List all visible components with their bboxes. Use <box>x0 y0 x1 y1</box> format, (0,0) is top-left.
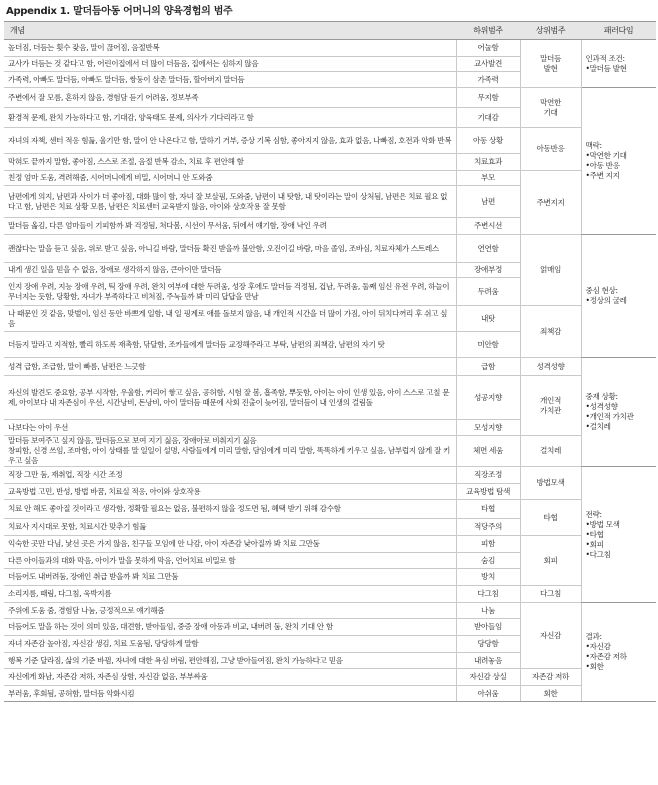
category-cell: 방법모색 <box>520 467 581 500</box>
concept-cell: 더듬어도 말을 하는 것이 의미 있음, 대견함, 받아들임, 중증 장애 아동과 비교, 내버려 둠, 완치 기대 안 함 <box>4 619 456 636</box>
table-row <box>4 358 656 376</box>
category-cell: 걸치레 <box>520 436 581 467</box>
subcategory-cell: 당당함 <box>456 636 520 653</box>
concept-cell: 인지 장애 우려, 지능 장애 우려, 틱 장애 우려, 완치 여부에 대한 두려움, 성장 후에도 말더듬 걱정됨, 겁남, 두려움, 둘째 임신 유전 우려, 하늘이 무너지는 듯함, 당황함, 자녀가 부족하다고 비쳐짐, 주눅들까 봐 미리 답답을 만남 <box>4 278 456 306</box>
subcategory-cell: 기대감 <box>456 108 520 128</box>
subcategory-cell: 모성지향 <box>456 420 520 436</box>
category-cell: 얽매임 <box>520 235 581 306</box>
concept-cell: 자녀의 자책, 센터 적응 힘듦, 울기만 함, 말이 안 나온다고 함, 말하기 거부, 증상 기복 심함, 좋아지지 않음, 효과 없음, 나빠짐, 호전과 악화 반복 <box>4 128 456 154</box>
concept-cell: 교사가 더듬는 것 같다고 함, 어린이집에서 더 많이 더듬음, 집에서는 심하지 않음 <box>4 57 456 72</box>
table-row <box>4 536 656 553</box>
concept-cell: 환경적 문제, 완치 가능하다고 함, 기대감, 양육태도 문제, 의사가 기다리라고 함 <box>4 108 456 128</box>
table-row <box>4 586 656 603</box>
paradigm-cell: 맥락: •막연한 기대 •아동 반응 •주변 지지 <box>581 88 656 235</box>
table-header-row <box>4 22 656 40</box>
table-row <box>4 40 656 57</box>
category-cell: 성격성향 <box>520 358 581 376</box>
concept-cell: 직장 그만 둠, 재취업, 직장 시간 조정 <box>4 467 456 484</box>
concept-cell: 행복 기준 달라짐, 삶의 기준 바뀜, 자녀에 대한 욕심 버림, 편안해짐, 그냥 받아들여짐, 완치 가능하다고 믿음 <box>4 653 456 669</box>
concept-cell: 남편에게 의지, 남편과 사이가 더 좋아짐, 대화 많이 함, 자녀 잘 보살핌, 도와줌, 남편이 내 탓함, 내 탓이라는 말이 상처됨, 남편은 치료 필요 없다고 함, 남편은 치료 상황 모름, 남편은 치료센터 교육받지 않음, 아이와 상호작용 잘 못함 <box>4 186 456 218</box>
table-row <box>4 306 656 332</box>
paradigm-cell: 중심 현상: •정상의 굴레 <box>581 235 656 358</box>
subcategory-cell: 두려움 <box>456 278 520 306</box>
concept-cell: 나 때문인 것 같음, 맞벌이, 임신 동안 바쁘게 일함, 내 일 핑계로 애를 돌보지 않음, 내 개인적 시간을 더 많이 가짐, 아이 뒤치다꺼리 후 쉬고 싶음 <box>4 306 456 332</box>
subcategory-cell: 어눌함 <box>456 40 520 57</box>
concept-cell: 말더듬 보여주고 싶지 않음, 말더듬으로 보여 지기 싫음, 장애아로 비춰지기 싫음 창피함, 신경 쓰임, 조마함, 아이 상태를 말 일일이 설명, 사람들에게 미리 말함, 담임에게 미리 말함, 똑똑하게 키우고 싶음, 남부럽지 않게 잘 키우고 싶음 <box>4 436 456 467</box>
category-cell: 회한 <box>520 686 581 702</box>
subcategory-cell: 타협 <box>456 500 520 519</box>
subcategory-cell: 내탓 <box>456 306 520 332</box>
subcategory-cell: 아쉬움 <box>456 686 520 702</box>
header-paradigm: 패러다임 <box>581 22 656 40</box>
concept-cell: 가족력, 아빠도 말더듬, 아빠도 말더듬, 쌍둥이 삼촌 말더듬, 할아버지 말더듬 <box>4 72 456 88</box>
concept-cell: 교육방법 고민, 반성, 방법 바꿈, 치료실 적응, 아이와 상호작용 <box>4 484 456 500</box>
subcategory-cell: 치료효과 <box>456 154 520 171</box>
concept-cell: 나보다는 아이 우선 <box>4 420 456 436</box>
subcategory-cell: 받아들임 <box>456 619 520 636</box>
header-category: 상위범주 <box>520 22 581 40</box>
table-row <box>4 669 656 686</box>
concept-cell: 자신에게 화남, 자존감 저하, 자존심 상함, 자신감 없음, 부부싸움 <box>4 669 456 686</box>
subcategory-cell: 직장조정 <box>456 467 520 484</box>
paradigm-cell: 결과: •자신감 •자존감 저하 •회한 <box>581 603 656 702</box>
concept-cell: 주위에 도움 줌, 경험담 나눔, 긍정적으로 얘기해줌 <box>4 603 456 619</box>
concept-cell: 소리지름, 때림, 다그침, 욱박지름 <box>4 586 456 603</box>
table-body <box>4 40 656 702</box>
appendix-title: Appendix 1. 말더듬아동 어머니의 양육경험의 범주 <box>6 6 233 17</box>
category-cell: 아동반응 <box>520 128 581 171</box>
subcategory-cell: 교육방법 탐색 <box>456 484 520 500</box>
subcategory-cell: 적당주의 <box>456 519 520 536</box>
table-row <box>4 88 656 108</box>
category-cell: 막연한 기대 <box>520 88 581 128</box>
subcategory-cell: 방치 <box>456 569 520 586</box>
subcategory-cell: 아동 상황 <box>456 128 520 154</box>
table-row <box>4 500 656 519</box>
table-row <box>4 128 656 154</box>
category-cell: 개인적 가치관 <box>520 376 581 436</box>
category-cell: 자존감 저하 <box>520 669 581 686</box>
subcategory-cell: 부모 <box>456 171 520 186</box>
subcategory-cell: 급함 <box>456 358 520 376</box>
concept-cell: 주변에서 잘 모름, 혼하지 않음, 경험담 듣기 어려움, 정보부족 <box>4 88 456 108</box>
subcategory-cell: 미안함 <box>456 332 520 358</box>
subcategory-cell: 나눔 <box>456 603 520 619</box>
concept-cell: 괜찮다는 말을 듣고 싶음, 위로 받고 싶음, 아니길 바람, 말더듬 확진 받을까 불안함, 오진이길 바람, 마음 졸임, 조바심, 치료자체가 스트레스 <box>4 235 456 263</box>
subcategory-cell: 자신감 상실 <box>456 669 520 686</box>
table-row <box>4 467 656 484</box>
concept-cell: 익숙한 곳만 다님, 낯선 곳은 가지 않음, 친구들 모임에 안 나감, 아이 자존감 낮아질까 봐 치료 그만둠 <box>4 536 456 553</box>
concept-cell: 자신의 발견도 중요함, 공부 시작함, 우울함, 커리어 쌓고 싶음, 공허함, 시험 잘 봄, 흡족함, 뿌듯함, 아이는 아이 인생 있음, 아이 스스로 고칠 문제, 아이보다 내 자존심이 우선, 시간낭비, 돈낭비, 아이 말더듬 때문에 사회 진출이 늦어짐, 말더듬이 내 인생의 걸림돌 <box>4 376 456 420</box>
paradigm-cell: 중재 상황: •성격성향 •개인적 가치관 •걸치레 <box>581 358 656 467</box>
concept-cell: 더듬어도 내버려둠, 장애인 취급 받을까 봐 치료 그만둠 <box>4 569 456 586</box>
subcategory-cell: 가족력 <box>456 72 520 88</box>
concept-cell: 높더짐, 더듬는 횟수 잦음, 말이 끊어짐, 음절반복 <box>4 40 456 57</box>
subcategory-cell: 무지함 <box>456 88 520 108</box>
concept-cell: 막혀도 끝까지 말함, 좋아짐, 스스로 조절, 음절 반복 감소, 치료 후 편안해 함 <box>4 154 456 171</box>
table-row <box>4 171 656 186</box>
paradigm-cell: 인과적 조건: •말더듬 발현 <box>581 40 656 88</box>
concept-cell: 내게 생긴 일을 믿을 수 없음, 장애로 생각하지 않음, 큰아이만 말더듬 <box>4 263 456 278</box>
concept-cell: 치료 안 해도 좋아질 것이라고 생각함, 정확할 필요는 없음, 불편하지 않을 정도면 됨, 혜택 받기 위해 감수함 <box>4 500 456 519</box>
table-row <box>4 603 656 619</box>
concept-cell: 부러움, 후회됨, 공허함, 말더듬 악화시킴 <box>4 686 456 702</box>
subcategory-cell: 피함 <box>456 536 520 553</box>
concept-cell: 성격 급함, 조급함, 말이 빠름, 남편은 느긋함 <box>4 358 456 376</box>
concept-cell: 다른 아이들과의 대화 막음, 아이가 말을 못하게 막음, 언어치료 비밀로 함 <box>4 553 456 569</box>
category-cell: 자신감 <box>520 603 581 669</box>
category-cell: 회피 <box>520 536 581 586</box>
header-subcategory: 하위범주 <box>456 22 520 40</box>
table-row <box>4 376 656 420</box>
subcategory-cell: 교사발견 <box>456 57 520 72</box>
subcategory-cell: 다그침 <box>456 586 520 603</box>
category-table <box>4 21 656 702</box>
subcategory-cell: 숨김 <box>456 553 520 569</box>
subcategory-cell: 장애부정 <box>456 263 520 278</box>
table-row <box>4 235 656 263</box>
concept-cell: 친정 엄마 도움, 격려해줌, 시어머니에게 비밀, 시어머니 안 도와줌 <box>4 171 456 186</box>
category-cell: 주변지지 <box>520 171 581 235</box>
subcategory-cell: 남편 <box>456 186 520 218</box>
subcategory-cell: 주변시선 <box>456 218 520 235</box>
subcategory-cell: 내려놓음 <box>456 653 520 669</box>
table-row <box>4 436 656 467</box>
category-cell: 죄책감 <box>520 306 581 358</box>
subcategory-cell: 연연함 <box>456 235 520 263</box>
category-cell: 다그침 <box>520 586 581 603</box>
subcategory-cell: 체면 세움 <box>456 436 520 467</box>
category-cell: 타협 <box>520 500 581 536</box>
table-row <box>4 686 656 702</box>
concept-cell: 치료사 지시대로 못함, 치료시간 맞추기 힘듦 <box>4 519 456 536</box>
category-cell: 말더듬 발현 <box>520 40 581 88</box>
concept-cell: 말더듬 옮김, 다른 엄마들이 기피함까 봐 걱정됨, 쳐다봄, 시선이 무서움, 뒤에서 얘기함, 장애 낙인 우려 <box>4 218 456 235</box>
concept-cell: 더듬지 말라고 지적함, 빨리 하도록 재촉함, 닦달함, 조카들에게 말더듬 교정해주라고 부탁, 남편의 죄책감, 남편의 자기 탓 <box>4 332 456 358</box>
subcategory-cell: 성공지향 <box>456 376 520 420</box>
header-concept: 개념 <box>4 22 456 40</box>
concept-cell: 자녀 자존감 높아짐, 자신감 생김, 치료 도움됨, 당당하게 말함 <box>4 636 456 653</box>
paradigm-cell: 전략: •방법 모색 •타협 •회피 •다그침 <box>581 467 656 603</box>
